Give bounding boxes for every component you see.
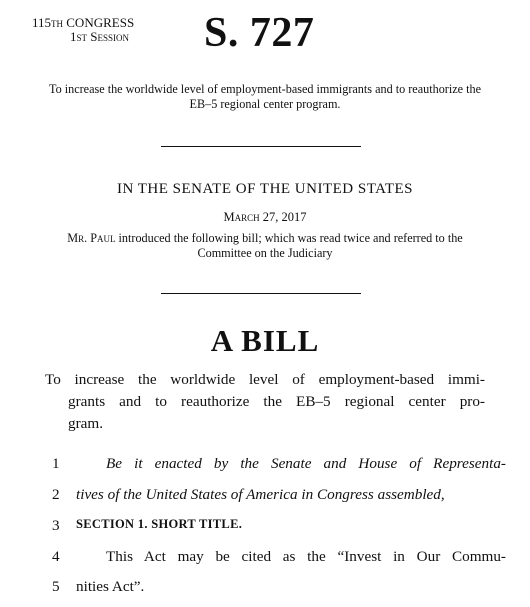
line-number: 1 bbox=[52, 455, 60, 472]
short-title-text-part-2: nities Act”. bbox=[76, 578, 145, 595]
bill-line-5 bbox=[0, 578, 530, 600]
short-title-text-part-1: This Act may be cited as the “Invest in Our Commu- bbox=[106, 548, 506, 565]
long-title-line-3: gram. bbox=[68, 415, 104, 432]
session-number: 1st Session bbox=[70, 29, 129, 44]
introduction-text: introduced the following bill; which was read twice and referred to the Committee on the Judiciary bbox=[115, 231, 463, 260]
line-number: 4 bbox=[52, 548, 60, 565]
introduction-statement bbox=[40, 231, 490, 261]
section-heading: SECTION 1. SHORT TITLE. bbox=[76, 517, 243, 531]
bill-purpose-summary: To increase the worldwide level of employment-based immigrants and to reauthorize the EB–5 regional center program. bbox=[49, 82, 481, 111]
bill-long-title bbox=[45, 369, 485, 435]
bill-line-2 bbox=[0, 486, 530, 508]
long-title-line-1: To increase the worldwide level of employment-based immi- bbox=[45, 371, 485, 388]
line-number: 2 bbox=[52, 486, 60, 503]
congress-number: 115th CONGRESS bbox=[32, 15, 135, 30]
line-number: 3 bbox=[52, 517, 60, 534]
sponsor-name: Mr. Paul bbox=[67, 231, 116, 245]
long-title-line-2: grants and to reauthorize the EB–5 regional center pro- bbox=[68, 393, 485, 410]
enacting-clause-part-2: tives of the United States of America in Congress assembled, bbox=[76, 486, 445, 503]
congress-session-label bbox=[32, 16, 134, 44]
line-number: 5 bbox=[52, 578, 60, 595]
bill-number: S. 727 bbox=[204, 10, 315, 56]
chamber-heading: IN THE SENATE OF THE UNITED STATES bbox=[116, 181, 414, 197]
divider-rule-top bbox=[161, 146, 361, 147]
introduction-date: March 27, 2017 bbox=[223, 210, 307, 224]
bill-line-3 bbox=[0, 517, 530, 539]
enacting-clause-part-1: Be it enacted by the Senate and House of Representa- bbox=[106, 455, 506, 472]
bill-line-1 bbox=[0, 455, 530, 477]
divider-rule-bottom bbox=[161, 293, 361, 294]
bill-heading: A BILL bbox=[210, 323, 320, 358]
bill-line-4 bbox=[0, 548, 530, 570]
